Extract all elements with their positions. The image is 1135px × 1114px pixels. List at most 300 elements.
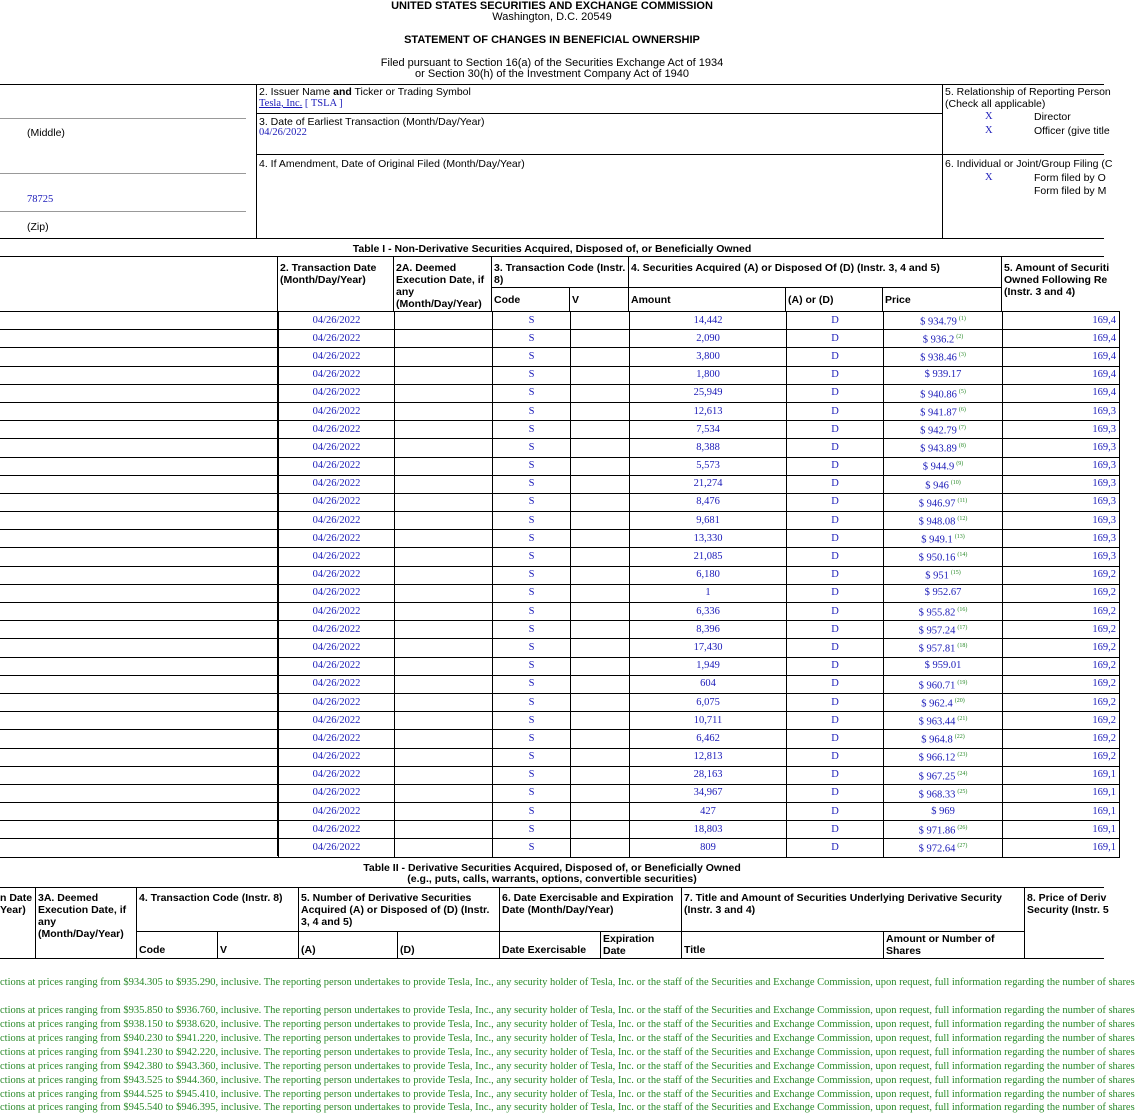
price-value: $ 944.9 bbox=[922, 461, 955, 473]
v-cell bbox=[571, 348, 630, 366]
price-cell bbox=[884, 784, 1003, 802]
price-cell bbox=[884, 457, 1003, 475]
acquired-disposed-value: D bbox=[831, 732, 839, 744]
transaction-code-value: S bbox=[528, 696, 535, 708]
table2-subtitle: (e.g., puts, calls, warrants, options, convertible securities) bbox=[407, 873, 697, 885]
security-title-cell bbox=[0, 639, 279, 657]
footnote-ref-link[interactable]: (1) bbox=[958, 315, 966, 322]
acquired-disposed-value: D bbox=[831, 350, 839, 362]
transaction-code-value: S bbox=[528, 441, 535, 453]
acquired-disposed-value: D bbox=[831, 587, 839, 599]
amount-value: 1 bbox=[705, 587, 711, 599]
transaction-code-value: S bbox=[528, 569, 535, 581]
amount-value: 28,163 bbox=[693, 769, 723, 781]
deemed-date-cell bbox=[395, 639, 493, 657]
price-value: $ 957.24 bbox=[918, 625, 956, 637]
table-row bbox=[0, 730, 1120, 748]
owned-following-cell bbox=[1003, 712, 1120, 730]
transaction-date-value: 04/26/2022 bbox=[312, 314, 361, 326]
amount-value: 10,711 bbox=[693, 714, 723, 726]
price-value: $ 942.79 bbox=[920, 425, 957, 437]
price-cell bbox=[884, 657, 1003, 675]
footnote-text: ctions at prices ranging from $943.525 to $944.360, inclusive. The reporting person undertakes to provide Tesla, Inc., any security holder of Tesla, Inc. or the staff of the Securities and Exchange Commission, upon request, full information regarding the number of shares bbox=[0, 1075, 1135, 1086]
price-cell bbox=[884, 693, 1003, 711]
owned-following-value: 169,4 bbox=[1092, 314, 1116, 326]
acquired-disposed-value: D bbox=[831, 678, 839, 690]
t1-header-acquired: 4. Securities Acquired (A) or Disposed Of (D) (Instr. 3, 4 and 5) bbox=[631, 262, 940, 274]
acquired-disposed-value: D bbox=[831, 423, 839, 435]
security-title-cell bbox=[0, 366, 279, 384]
amount-cell bbox=[630, 748, 787, 766]
price-cell bbox=[884, 821, 1003, 839]
transaction-code-value: S bbox=[528, 678, 535, 690]
t2-col-5 bbox=[397, 931, 398, 958]
acquired-disposed-cell bbox=[787, 839, 884, 857]
t2-header-code: 4. Transaction Code (Instr. 8) bbox=[139, 892, 283, 904]
transaction-code-cell bbox=[493, 675, 571, 693]
v-cell bbox=[571, 402, 630, 420]
security-title-cell bbox=[0, 512, 279, 530]
deemed-date-cell bbox=[395, 421, 493, 439]
footnote-text: ctions at prices ranging from $938.150 to $938.620, inclusive. The reporting person undertakes to provide Tesla, Inc., any security holder of Tesla, Inc. or the staff of the Securities and Exchange Commission, upon request, full information regarding the number of shares bbox=[0, 1019, 1135, 1030]
transaction-code-value: S bbox=[528, 660, 535, 672]
table-row bbox=[0, 657, 1120, 675]
acquired-disposed-cell bbox=[787, 493, 884, 511]
price-cell bbox=[884, 730, 1003, 748]
director-check[interactable]: X bbox=[985, 111, 993, 122]
zip-label: (Zip) bbox=[27, 221, 49, 233]
deemed-date-cell bbox=[395, 712, 493, 730]
owned-following-cell bbox=[1003, 621, 1120, 639]
price-cell bbox=[884, 312, 1003, 330]
t1-col-border-7 bbox=[882, 287, 883, 311]
security-title-cell bbox=[0, 766, 279, 784]
transaction-code-value: S bbox=[528, 350, 535, 362]
amendment-label: 4. If Amendment, Date of Original Filed (Month/Day/Year) bbox=[259, 158, 525, 170]
v-cell bbox=[571, 766, 630, 784]
footnote-ref-link[interactable]: (8) bbox=[958, 443, 966, 450]
transaction-code-value: S bbox=[528, 496, 535, 508]
one-person-check[interactable]: X bbox=[985, 172, 993, 183]
acquired-disposed-cell bbox=[787, 402, 884, 420]
amount-value: 6,336 bbox=[696, 605, 720, 617]
t1-sub-code: Code bbox=[494, 294, 521, 306]
amount-value: 5,573 bbox=[696, 460, 720, 472]
v-cell bbox=[571, 784, 630, 802]
owned-following-value: 169,2 bbox=[1092, 660, 1116, 672]
transaction-code-cell bbox=[493, 384, 571, 402]
owned-following-value: 169,2 bbox=[1092, 569, 1116, 581]
amount-cell bbox=[630, 839, 787, 857]
t1-col-border-3 bbox=[491, 256, 492, 311]
owned-following-cell bbox=[1003, 530, 1120, 548]
v-cell bbox=[571, 748, 630, 766]
transaction-code-value: S bbox=[528, 641, 535, 653]
footnote-ref-link[interactable]: (3) bbox=[958, 352, 966, 359]
t2-top-line bbox=[0, 887, 1104, 888]
transaction-code-cell bbox=[493, 621, 571, 639]
deemed-date-cell bbox=[395, 584, 493, 602]
v-cell bbox=[571, 312, 630, 330]
transaction-code-value: S bbox=[528, 551, 535, 563]
owned-following-cell bbox=[1003, 603, 1120, 621]
transaction-code-cell bbox=[493, 748, 571, 766]
t1-col-border-2 bbox=[393, 256, 394, 311]
amount-cell bbox=[630, 439, 787, 457]
footnote-ref-link[interactable]: (16) bbox=[957, 606, 968, 613]
transaction-code-cell bbox=[493, 730, 571, 748]
transaction-date-value: 04/26/2022 bbox=[312, 478, 361, 490]
price-value: $ 938.46 bbox=[920, 352, 957, 364]
acquired-disposed-cell bbox=[787, 348, 884, 366]
v-cell bbox=[571, 384, 630, 402]
deemed-date-cell bbox=[395, 803, 493, 821]
acquired-disposed-value: D bbox=[831, 314, 839, 326]
amount-cell bbox=[630, 584, 787, 602]
price-value: $ 950.16 bbox=[918, 552, 956, 564]
t2-col-9 bbox=[883, 931, 884, 958]
acquired-disposed-cell bbox=[787, 512, 884, 530]
owned-following-cell bbox=[1003, 475, 1120, 493]
deemed-date-cell bbox=[395, 312, 493, 330]
table-row bbox=[0, 439, 1120, 457]
price-value: $ 955.82 bbox=[918, 607, 956, 619]
transaction-date-value: 04/26/2022 bbox=[312, 769, 361, 781]
acquired-disposed-cell bbox=[787, 821, 884, 839]
price-value: $ 934.79 bbox=[920, 316, 957, 328]
footnote-ref-link[interactable]: (12) bbox=[957, 515, 968, 522]
amount-value: 604 bbox=[700, 678, 716, 690]
price-cell bbox=[884, 639, 1003, 657]
transaction-date-cell bbox=[279, 675, 395, 693]
price-value: $ 959.01 bbox=[924, 660, 962, 672]
deemed-date-cell bbox=[395, 766, 493, 784]
transaction-date-value: 04/26/2022 bbox=[312, 623, 361, 635]
footnote-ref-link[interactable]: (19) bbox=[957, 679, 968, 686]
owned-following-value: 169,2 bbox=[1092, 587, 1116, 599]
price-value: $ 964.8 bbox=[921, 734, 953, 746]
transaction-date-cell bbox=[279, 512, 395, 530]
amount-cell bbox=[630, 675, 787, 693]
transaction-date-cell bbox=[279, 566, 395, 584]
table-row bbox=[0, 421, 1120, 439]
footnote-ref-link[interactable]: (22) bbox=[954, 734, 965, 741]
issuer-name-label bbox=[259, 86, 471, 98]
owned-following-cell bbox=[1003, 566, 1120, 584]
footnote-ref-link[interactable]: (6) bbox=[958, 406, 966, 413]
transaction-code-value: S bbox=[528, 751, 535, 763]
v-cell bbox=[571, 493, 630, 511]
footnote-text: ctions at prices ranging from $941.230 to $942.220, inclusive. The reporting person undertakes to provide Tesla, Inc., any security holder of Tesla, Inc. or the staff of the Securities and Exchange Commission, upon request, full information regarding the number of shares bbox=[0, 1047, 1135, 1058]
owned-following-cell bbox=[1003, 348, 1120, 366]
footnote-ref-link[interactable]: (17) bbox=[957, 625, 968, 632]
owned-following-value: 169,3 bbox=[1092, 441, 1116, 453]
transaction-date-cell bbox=[279, 748, 395, 766]
amount-value: 7,534 bbox=[696, 423, 720, 435]
v-cell bbox=[571, 603, 630, 621]
officer-check[interactable]: X bbox=[985, 125, 993, 136]
security-title-cell bbox=[0, 384, 279, 402]
footnote-ref-link[interactable]: (21) bbox=[957, 715, 968, 722]
acquired-disposed-value: D bbox=[831, 842, 839, 854]
name-underline bbox=[0, 118, 246, 119]
price-cell bbox=[884, 712, 1003, 730]
transaction-date-value: 04/26/2022 bbox=[312, 678, 361, 690]
issuer-link[interactable]: Tesla, Inc. bbox=[259, 98, 303, 109]
footnote-ref-link[interactable]: (5) bbox=[958, 388, 966, 395]
amount-cell bbox=[630, 566, 787, 584]
owned-following-cell bbox=[1003, 512, 1120, 530]
footnote-ref-link[interactable]: (14) bbox=[957, 552, 968, 559]
deemed-date-cell bbox=[395, 730, 493, 748]
amount-cell bbox=[630, 821, 787, 839]
transaction-date-cell bbox=[279, 475, 395, 493]
transaction-code-cell bbox=[493, 512, 571, 530]
footnote-ref-link[interactable]: (9) bbox=[956, 461, 964, 468]
t1-header-deemed: 2A. Deemed Execution Date, if any (Month/Day/Year) bbox=[396, 262, 485, 310]
transaction-date-cell bbox=[279, 330, 395, 348]
v-cell bbox=[571, 457, 630, 475]
price-cell bbox=[884, 675, 1003, 693]
deemed-date-cell bbox=[395, 675, 493, 693]
price-cell bbox=[884, 330, 1003, 348]
price-value: $ 946 bbox=[925, 480, 949, 492]
acquired-disposed-value: D bbox=[831, 460, 839, 472]
footnote-ref-link[interactable]: (18) bbox=[957, 643, 968, 650]
amount-cell bbox=[630, 621, 787, 639]
transaction-date-value: 04/26/2022 bbox=[312, 641, 361, 653]
acquired-disposed-value: D bbox=[831, 769, 839, 781]
acquired-disposed-value: D bbox=[831, 496, 839, 508]
price-value: $ 960.71 bbox=[918, 680, 956, 692]
middle-name-label: (Middle) bbox=[27, 127, 65, 139]
amount-value: 13,330 bbox=[693, 532, 723, 544]
footnote-text: ctions at prices ranging from $935.850 to $936.760, inclusive. The reporting person undertakes to provide Tesla, Inc., any security holder of Tesla, Inc. or the staff of the Securities and Exchange Commission, upon request, full information regarding the number of shares bbox=[0, 1005, 1135, 1016]
amount-cell bbox=[630, 421, 787, 439]
amount-value: 34,967 bbox=[693, 787, 723, 799]
owned-following-value: 169,4 bbox=[1092, 387, 1116, 399]
transaction-date-cell bbox=[279, 784, 395, 802]
footnote-ref-link[interactable]: (20) bbox=[954, 697, 965, 704]
transaction-date-value: 04/26/2022 bbox=[312, 350, 361, 362]
v-cell bbox=[571, 566, 630, 584]
amount-value: 2,090 bbox=[696, 332, 720, 344]
v-cell bbox=[571, 839, 630, 857]
acquired-disposed-cell bbox=[787, 312, 884, 330]
deemed-date-cell bbox=[395, 821, 493, 839]
transaction-date-cell bbox=[279, 603, 395, 621]
amount-cell bbox=[630, 493, 787, 511]
acquired-disposed-value: D bbox=[831, 514, 839, 526]
owned-following-cell bbox=[1003, 384, 1120, 402]
price-value: $ 940.86 bbox=[920, 389, 957, 401]
table-row bbox=[0, 712, 1120, 730]
price-cell bbox=[884, 493, 1003, 511]
t2-sub-code: Code bbox=[139, 944, 166, 956]
price-value: $ 971.86 bbox=[918, 825, 956, 837]
t1-header-code: 3. Transaction Code (Instr. 8) bbox=[494, 262, 626, 286]
transaction-code-value: S bbox=[528, 769, 535, 781]
security-title-cell bbox=[0, 457, 279, 475]
transaction-date-value: 04/26/2022 bbox=[312, 514, 361, 526]
amount-value: 21,085 bbox=[693, 551, 723, 563]
footnote-ref-link[interactable]: (10) bbox=[950, 479, 961, 486]
transaction-code-value: S bbox=[528, 732, 535, 744]
footnote-ref-link[interactable]: (25) bbox=[957, 788, 968, 795]
t2-header-number: 5. Number of Derivative Securities Acquired (A) or Disposed of (D) (Instr. 3, 4 and 5) bbox=[301, 892, 490, 928]
footnote-ref-link[interactable]: (23) bbox=[957, 752, 968, 759]
acquired-disposed-cell bbox=[787, 330, 884, 348]
deemed-date-cell bbox=[395, 530, 493, 548]
v-cell bbox=[571, 712, 630, 730]
security-title-cell bbox=[0, 693, 279, 711]
acquired-disposed-cell bbox=[787, 693, 884, 711]
security-title-cell bbox=[0, 312, 279, 330]
acquired-disposed-cell bbox=[787, 675, 884, 693]
v-cell bbox=[571, 621, 630, 639]
table-row bbox=[0, 693, 1120, 711]
price-value: $ 939.17 bbox=[924, 369, 962, 381]
owned-following-cell bbox=[1003, 639, 1120, 657]
table-row bbox=[0, 766, 1120, 784]
deemed-date-cell bbox=[395, 402, 493, 420]
price-value: $ 972.64 bbox=[918, 843, 956, 855]
transaction-date-value: 04/26/2022 bbox=[312, 332, 361, 344]
transaction-code-value: S bbox=[528, 842, 535, 854]
t2-sub-title: Title bbox=[684, 944, 706, 956]
multi-person-label: Form filed by M bbox=[1034, 185, 1107, 197]
footnote-ref-link[interactable]: (26) bbox=[957, 825, 968, 832]
v-cell bbox=[571, 530, 630, 548]
table-row bbox=[0, 821, 1120, 839]
acquired-disposed-cell bbox=[787, 421, 884, 439]
security-title-cell bbox=[0, 584, 279, 602]
owned-following-value: 169,1 bbox=[1092, 842, 1116, 854]
deemed-date-cell bbox=[395, 748, 493, 766]
price-value: $ 966.12 bbox=[918, 752, 956, 764]
price-value: $ 948.08 bbox=[918, 516, 956, 528]
transaction-date-cell bbox=[279, 312, 395, 330]
transaction-code-value: S bbox=[528, 332, 535, 344]
table-row bbox=[0, 384, 1120, 402]
transaction-date-cell bbox=[279, 421, 395, 439]
amount-cell bbox=[630, 784, 787, 802]
v-cell bbox=[571, 421, 630, 439]
divider-right bbox=[942, 84, 943, 238]
amount-cell bbox=[630, 603, 787, 621]
footnote-ref-link[interactable]: (13) bbox=[954, 534, 965, 541]
deemed-date-cell bbox=[395, 475, 493, 493]
owned-following-value: 169,3 bbox=[1092, 460, 1116, 472]
earliest-transaction-value: 04/26/2022 bbox=[259, 127, 307, 138]
table-row bbox=[0, 493, 1120, 511]
price-value: $ 957.81 bbox=[918, 643, 956, 655]
transaction-date-value: 04/26/2022 bbox=[312, 805, 361, 817]
acquired-disposed-value: D bbox=[831, 696, 839, 708]
acquired-disposed-cell bbox=[787, 584, 884, 602]
acquired-disposed-value: D bbox=[831, 369, 839, 381]
owned-following-value: 169,1 bbox=[1092, 823, 1116, 835]
filing-type-label: 6. Individual or Joint/Group Filing (C bbox=[945, 158, 1113, 170]
footnote-ref-link[interactable]: (27) bbox=[957, 843, 968, 850]
v-cell bbox=[571, 821, 630, 839]
owned-following-value: 169,3 bbox=[1092, 551, 1116, 563]
footnote-ref-link[interactable]: (2) bbox=[956, 334, 964, 341]
transaction-code-value: S bbox=[528, 623, 535, 635]
deemed-date-cell bbox=[395, 621, 493, 639]
transaction-code-value: S bbox=[528, 405, 535, 417]
owned-following-value: 169,1 bbox=[1092, 805, 1116, 817]
acquired-disposed-value: D bbox=[831, 805, 839, 817]
security-title-cell bbox=[0, 803, 279, 821]
owned-following-value: 169,4 bbox=[1092, 369, 1116, 381]
security-title-cell bbox=[0, 421, 279, 439]
transaction-date-value: 04/26/2022 bbox=[312, 423, 361, 435]
footnote-ref-link[interactable]: (15) bbox=[950, 570, 961, 577]
amount-cell bbox=[630, 693, 787, 711]
table-row bbox=[0, 603, 1120, 621]
footnote-ref-link[interactable]: (7) bbox=[958, 424, 966, 431]
acquired-disposed-value: D bbox=[831, 441, 839, 453]
t2-header-deemed: 3A. Deemed Execution Date, if any (Month/Day/Year) bbox=[38, 892, 127, 940]
price-cell bbox=[884, 748, 1003, 766]
owned-following-cell bbox=[1003, 693, 1120, 711]
transaction-code-cell bbox=[493, 475, 571, 493]
security-title-cell bbox=[0, 530, 279, 548]
acquired-disposed-cell bbox=[787, 548, 884, 566]
amount-value: 427 bbox=[700, 805, 716, 817]
transaction-code-value: S bbox=[528, 823, 535, 835]
top-section-border bbox=[0, 84, 1104, 85]
t1-sub-amount: Amount bbox=[631, 294, 671, 306]
owned-following-cell bbox=[1003, 421, 1120, 439]
price-value: $ 968.33 bbox=[918, 789, 956, 801]
table2-title: Table II - Derivative Securities Acquired, Disposed of, or Beneficially Owned bbox=[363, 862, 741, 874]
transaction-date-cell bbox=[279, 384, 395, 402]
deemed-date-cell bbox=[395, 330, 493, 348]
footnote-ref-link[interactable]: (11) bbox=[957, 497, 968, 504]
security-title-cell bbox=[0, 475, 279, 493]
v-cell bbox=[571, 639, 630, 657]
table-row bbox=[0, 475, 1120, 493]
amendment-divider bbox=[256, 154, 1104, 155]
footnote-ref-link[interactable]: (24) bbox=[957, 770, 968, 777]
owned-following-value: 169,2 bbox=[1092, 678, 1116, 690]
owned-following-value: 169,1 bbox=[1092, 769, 1116, 781]
issuer-divider bbox=[256, 113, 942, 114]
t2-sub-v: V bbox=[220, 944, 228, 956]
owned-following-value: 169,4 bbox=[1092, 350, 1116, 362]
transaction-code-value: S bbox=[528, 369, 535, 381]
v-cell bbox=[571, 584, 630, 602]
amount-cell bbox=[630, 457, 787, 475]
security-title-cell bbox=[0, 439, 279, 457]
acquired-disposed-cell bbox=[787, 603, 884, 621]
transaction-code-value: S bbox=[528, 460, 535, 472]
table-row bbox=[0, 457, 1120, 475]
transaction-code-cell bbox=[493, 584, 571, 602]
owned-following-cell bbox=[1003, 730, 1120, 748]
acquired-disposed-value: D bbox=[831, 641, 839, 653]
t2-col-3 bbox=[217, 931, 218, 958]
transaction-code-cell bbox=[493, 603, 571, 621]
deemed-date-cell bbox=[395, 566, 493, 584]
t2-col-6 bbox=[499, 887, 500, 958]
v-cell bbox=[571, 730, 630, 748]
table-row bbox=[0, 548, 1120, 566]
deemed-date-cell bbox=[395, 457, 493, 475]
table-row bbox=[0, 330, 1120, 348]
